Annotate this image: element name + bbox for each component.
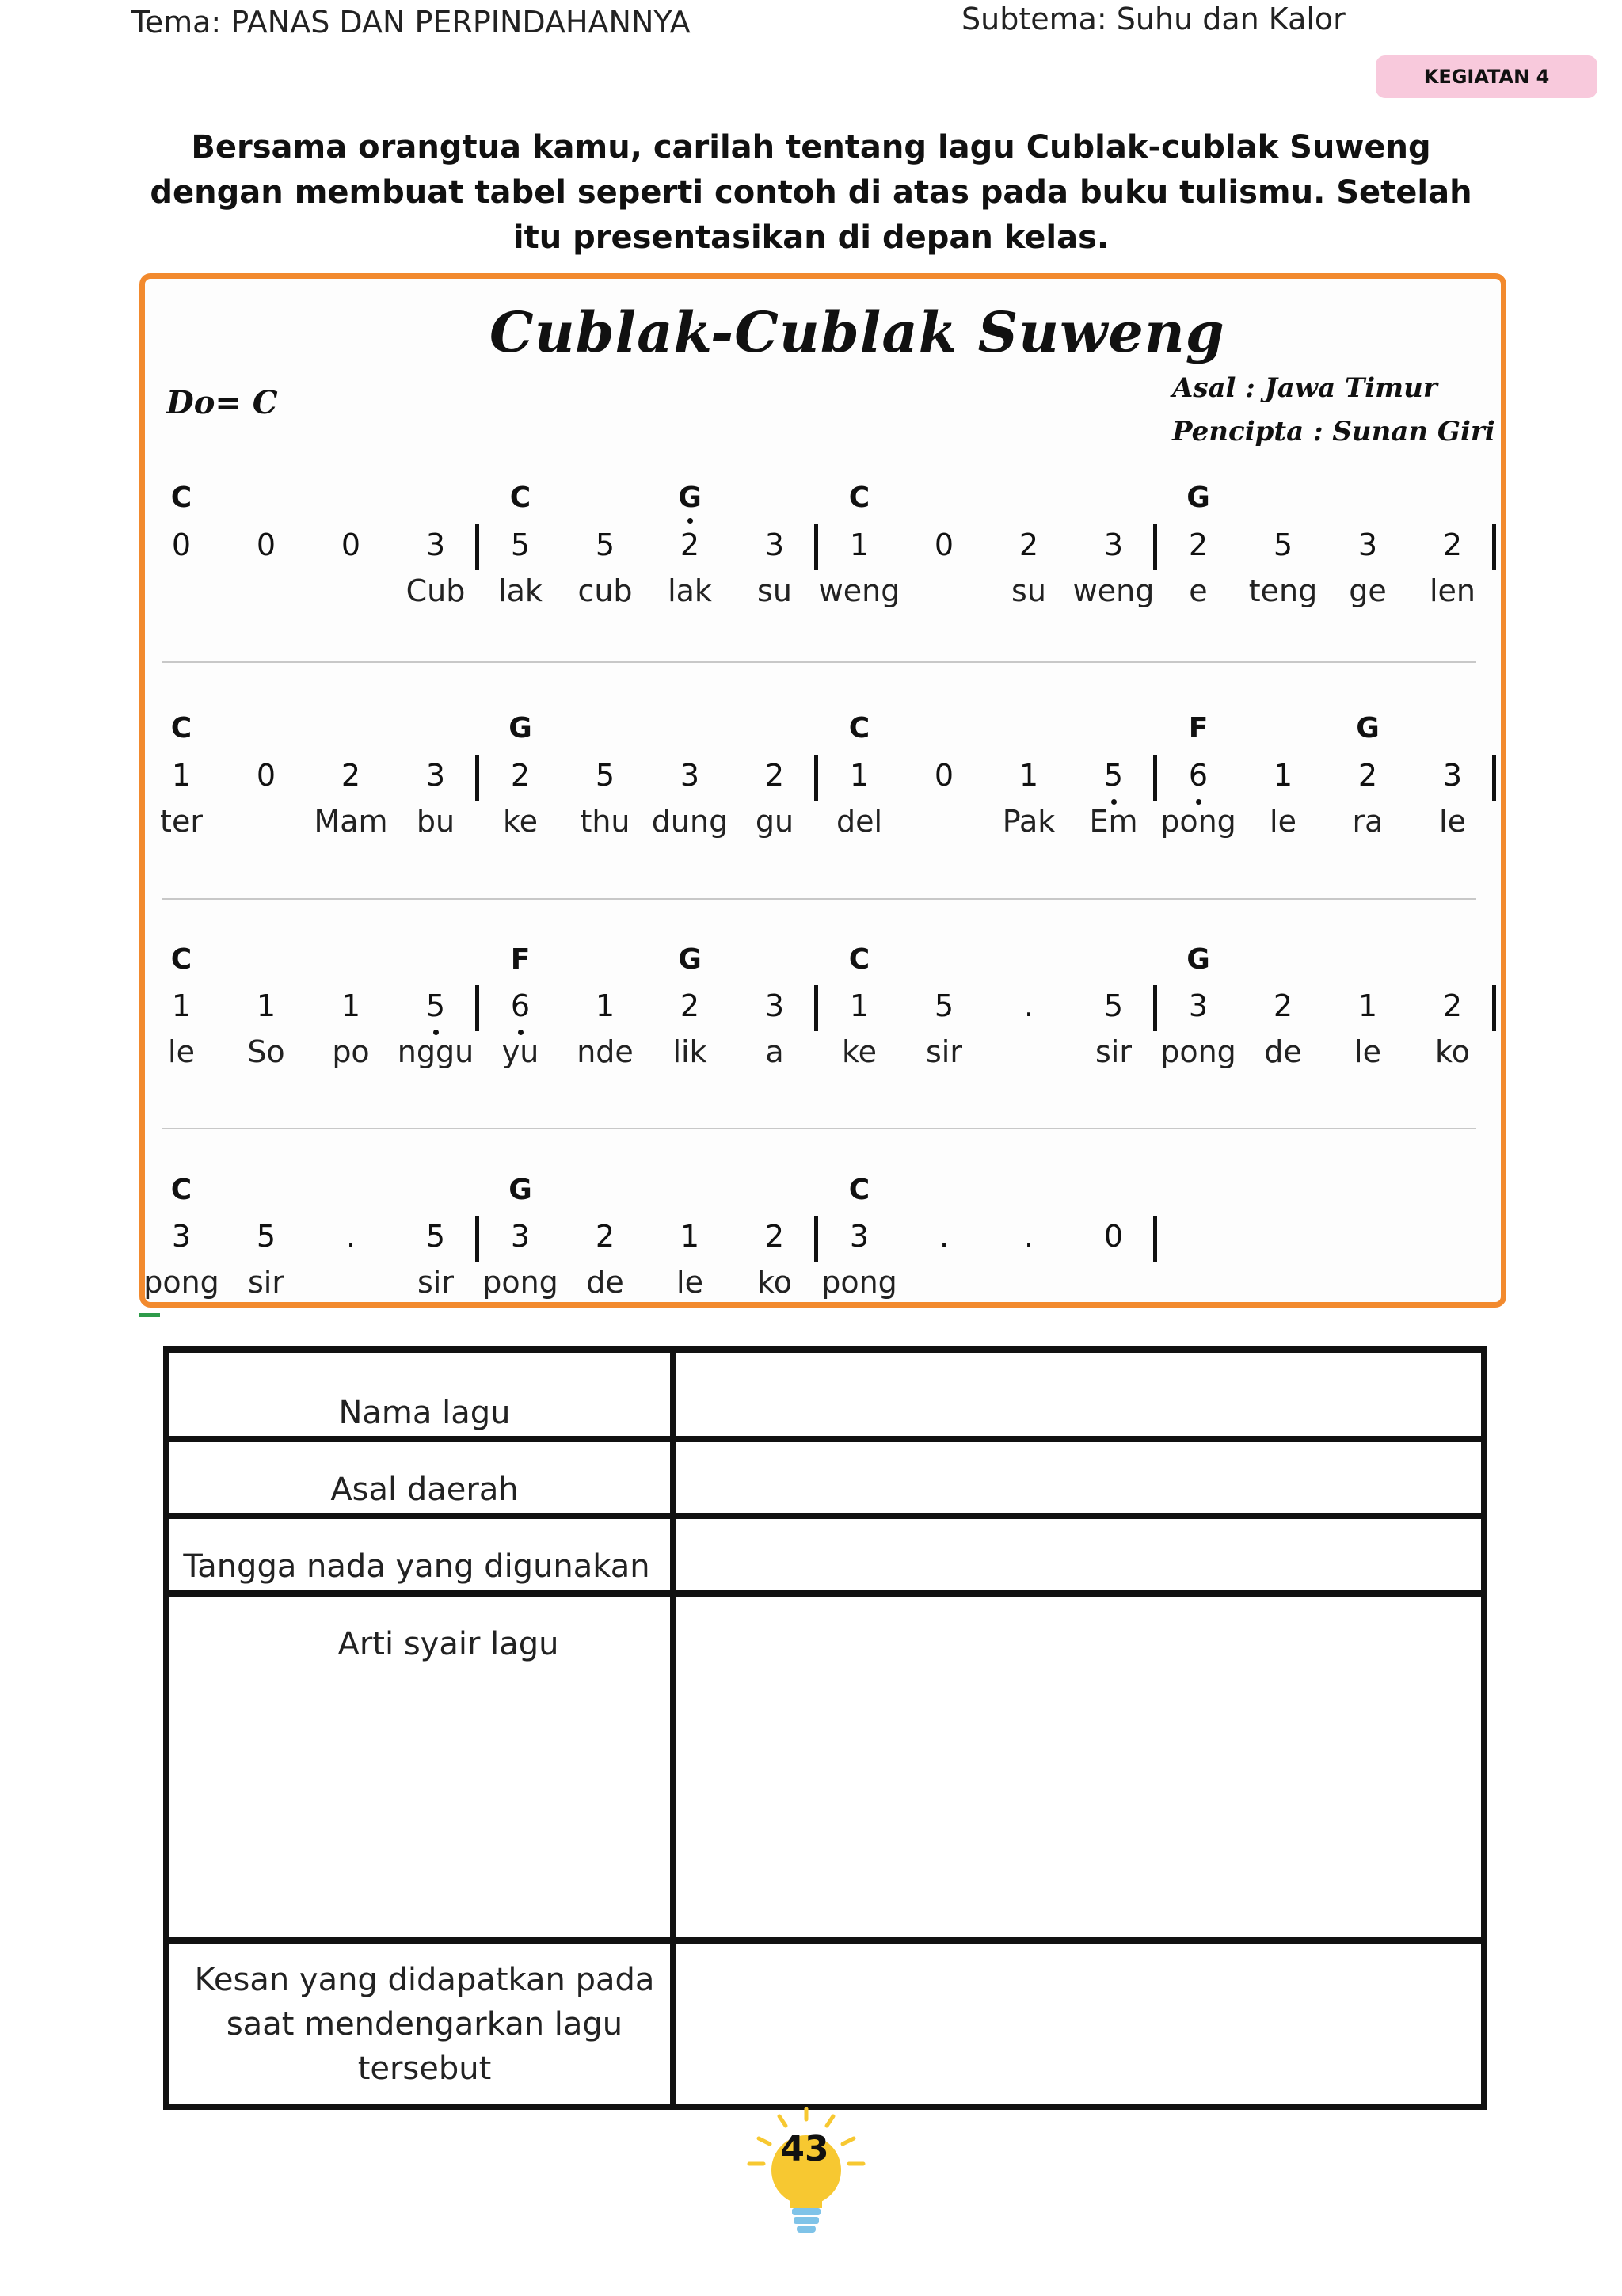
chord-symbol: C	[170, 1174, 192, 1206]
chord-symbol: F	[510, 943, 531, 976]
note-number: 5	[1103, 988, 1124, 1023]
note-number: 3	[764, 988, 785, 1023]
note-number: 2	[680, 527, 700, 562]
chord-symbol: C	[170, 712, 192, 744]
answer-field-arti-syair[interactable]	[686, 1600, 1478, 1925]
table-label-nama-lagu: Nama lagu	[338, 1395, 511, 1431]
lyric-syllable: ra	[1352, 804, 1384, 839]
lyric-syllable: ko	[757, 1265, 792, 1300]
lyric-syllable: lak	[668, 573, 712, 608]
chord-symbol: C	[848, 712, 870, 744]
note-number: 0	[171, 527, 192, 562]
note-number: .	[1023, 1219, 1034, 1254]
chord-symbol: C	[848, 943, 870, 976]
theme-label: Tema: PANAS DAN PERPINDAHANNYA	[131, 5, 691, 40]
bar-line	[475, 755, 479, 801]
instruction-line-1: Bersama orangtua kamu, carilah tentang lagu Cublak-cublak Suweng	[191, 129, 1431, 166]
note-number: 1	[171, 758, 192, 793]
lyric-syllable: gu	[755, 804, 794, 839]
lyric-syllable: bu	[416, 804, 455, 839]
song-origin: Asal : Jawa Timur	[1172, 372, 1437, 404]
bar-line	[475, 1216, 479, 1262]
lyric-syllable: Mam	[314, 804, 388, 839]
lyric-syllable: lak	[498, 573, 543, 608]
subtheme-label: Subtema: Suhu dan Kalor	[961, 2, 1346, 36]
note-number: 5	[595, 758, 615, 793]
lyric-syllable: ge	[1349, 573, 1387, 608]
lyric-syllable: pong	[1160, 804, 1236, 839]
lyric-syllable: pong	[482, 1265, 558, 1300]
lyric-syllable: ke	[502, 804, 539, 839]
lyric-syllable: Pak	[1002, 804, 1056, 839]
lyric-syllable: ke	[841, 1034, 878, 1069]
bar-line	[1153, 985, 1157, 1031]
chord-symbol: G	[1356, 712, 1380, 744]
chord-symbol: G	[678, 482, 702, 514]
answer-field-nama-lagu[interactable]	[686, 1366, 1478, 1422]
bar-line	[1153, 1216, 1157, 1262]
bar-line	[1492, 755, 1496, 801]
lyric-syllable: Cub	[406, 573, 466, 608]
note-number: 3	[849, 1219, 870, 1254]
lyric-syllable: cub	[577, 573, 633, 608]
chord-symbol: C	[170, 943, 192, 976]
note-number: 5	[425, 1219, 446, 1254]
note-number: 2	[1019, 527, 1039, 562]
bar-line	[814, 985, 818, 1031]
chord-symbol: G	[1186, 482, 1210, 514]
lyric-syllable: ko	[1435, 1034, 1470, 1069]
note-number: 3	[1188, 988, 1209, 1023]
instruction-line-2: dengan membuat tabel seperti contoh di atas pada buku tulismu. Setelah	[150, 174, 1472, 211]
note-number: 2	[764, 758, 785, 793]
note-number: 3	[1103, 527, 1124, 562]
lyric-syllable: sir	[248, 1265, 284, 1300]
chord-symbol: C	[509, 482, 531, 514]
chord-symbol: F	[1188, 712, 1209, 744]
note-number: 3	[1442, 758, 1463, 793]
note-number: 3	[510, 1219, 531, 1254]
chord-symbol: G	[1186, 943, 1210, 976]
answer-field-kesan[interactable]	[686, 1947, 1478, 2097]
answer-field-tangga-nada[interactable]	[686, 1522, 1478, 1578]
note-number: 1	[1273, 758, 1293, 793]
table-label-kesan-line-3: tersebut	[357, 2050, 492, 2087]
lyric-syllable: sir	[417, 1265, 454, 1300]
chord-symbol: C	[848, 1174, 870, 1206]
bar-line	[814, 524, 818, 570]
note-number: 1	[849, 988, 870, 1023]
note-number: 2	[1357, 758, 1378, 793]
lyric-syllable: pong	[821, 1265, 897, 1300]
chord-symbol: C	[848, 482, 870, 514]
bar-line	[1492, 985, 1496, 1031]
note-number: 1	[849, 758, 870, 793]
note-number: 2	[680, 988, 700, 1023]
chord-symbol: G	[508, 712, 532, 744]
lyric-syllable: weng	[1072, 573, 1155, 608]
lyric-syllable: e	[1189, 573, 1208, 608]
note-number: .	[1023, 988, 1034, 1023]
note-number: 5	[1273, 527, 1293, 562]
lyric-syllable: le	[676, 1265, 703, 1300]
answer-field-asal-daerah[interactable]	[686, 1445, 1478, 1501]
chord-symbol: G	[508, 1174, 532, 1206]
note-number: 2	[1188, 527, 1209, 562]
instruction-line-3: itu presentasikan di depan kelas.	[512, 219, 1110, 256]
activity-badge: KEGIATAN 4	[1376, 55, 1597, 98]
lyric-syllable: thu	[580, 804, 630, 839]
lyric-syllable: pong	[143, 1265, 219, 1300]
staff-separator	[162, 661, 1476, 663]
note-number: 5	[1103, 758, 1124, 793]
note-number: 5	[934, 988, 954, 1023]
lyric-syllable: su	[757, 573, 792, 608]
table-label-kesan	[171, 1958, 678, 2091]
lyric-syllable: le	[1439, 804, 1466, 839]
note-number: 1	[171, 988, 192, 1023]
note-number: 5	[425, 988, 446, 1023]
note-number: 0	[256, 527, 276, 562]
instruction-text	[127, 125, 1495, 261]
note-number: 0	[934, 527, 954, 562]
note-number: 3	[1357, 527, 1378, 562]
note-number: 3	[680, 758, 700, 793]
table-label-arti-syair: Arti syair lagu	[337, 1626, 559, 1662]
table-label-kesan-line-2: saat mendengarkan lagu	[226, 2006, 623, 2043]
lyric-syllable: a	[765, 1034, 784, 1069]
table-row-divider	[163, 1590, 1487, 1597]
lyric-syllable: le	[1354, 1034, 1381, 1069]
lyric-syllable: yu	[501, 1034, 539, 1069]
note-number: 2	[1442, 527, 1463, 562]
lyric-syllable: sir	[926, 1034, 962, 1069]
note-number: 2	[341, 758, 361, 793]
lyric-syllable: pong	[1160, 1034, 1236, 1069]
note-number: 3	[171, 1219, 192, 1254]
table-label-tangga-nada: Tangga nada yang digunakan	[183, 1548, 650, 1585]
lyric-syllable: sir	[1095, 1034, 1132, 1069]
chord-symbol: G	[678, 943, 702, 976]
lightbulb-icon	[743, 2107, 870, 2241]
lyric-syllable: del	[836, 804, 883, 839]
bar-line	[475, 524, 479, 570]
table-row-divider	[163, 1436, 1487, 1442]
note-number: 3	[764, 527, 785, 562]
song-title: Cublak-Cublak Suweng	[489, 299, 1225, 365]
staff-separator	[162, 898, 1476, 900]
lyric-syllable: ter	[160, 804, 203, 839]
note-number: 2	[510, 758, 531, 793]
staff-separator	[162, 1128, 1476, 1129]
table-label-asal-daerah: Asal daerah	[330, 1472, 519, 1508]
lyric-syllable: nggu	[397, 1034, 474, 1069]
note-number: .	[939, 1219, 950, 1254]
lyric-syllable: len	[1429, 573, 1476, 608]
lyric-syllable: Em	[1089, 804, 1138, 839]
table-label-kesan-line-1: Kesan yang didapatkan pada	[194, 1962, 655, 1998]
note-number: 2	[1442, 988, 1463, 1023]
song-key: Do= C	[166, 384, 278, 421]
lyric-syllable: dung	[651, 804, 729, 839]
note-number: 2	[595, 1219, 615, 1254]
note-number: 1	[341, 988, 361, 1023]
note-number: 2	[764, 1219, 785, 1254]
note-number: 2	[1273, 988, 1293, 1023]
green-mark	[139, 1313, 160, 1317]
lyric-syllable: So	[247, 1034, 285, 1069]
note-number: 1	[595, 988, 615, 1023]
note-number: 5	[510, 527, 531, 562]
note-number: 1	[1357, 988, 1378, 1023]
note-number: 1	[680, 1219, 700, 1254]
table-row-divider	[163, 1937, 1487, 1944]
note-number: 3	[425, 758, 446, 793]
lyric-syllable: lik	[672, 1034, 707, 1069]
lyric-syllable: nde	[577, 1034, 634, 1069]
bar-line	[814, 755, 818, 801]
note-number: 0	[934, 758, 954, 793]
note-number: 1	[256, 988, 276, 1023]
note-number: 6	[1188, 758, 1209, 793]
octave-dot-above	[687, 518, 693, 524]
bar-line	[1153, 524, 1157, 570]
bar-line	[1153, 755, 1157, 801]
lyric-syllable: po	[332, 1034, 370, 1069]
bar-line	[475, 985, 479, 1031]
note-number: 1	[1019, 758, 1039, 793]
lyric-syllable: weng	[818, 573, 900, 608]
note-number: 5	[256, 1219, 276, 1254]
song-composer: Pencipta : Sunan Giri	[1172, 416, 1495, 447]
note-number: 0	[1103, 1219, 1124, 1254]
lyric-syllable: su	[1011, 573, 1046, 608]
bar-line	[1492, 524, 1496, 570]
note-number: .	[345, 1219, 356, 1254]
lyric-syllable: de	[586, 1265, 624, 1300]
lyric-syllable: le	[168, 1034, 195, 1069]
note-number: 3	[425, 527, 446, 562]
note-number: 6	[510, 988, 531, 1023]
chord-symbol: C	[170, 482, 192, 514]
lyric-syllable: le	[1270, 804, 1296, 839]
note-number: 1	[849, 527, 870, 562]
note-number: 0	[341, 527, 361, 562]
lyric-syllable: de	[1264, 1034, 1302, 1069]
note-number: 0	[256, 758, 276, 793]
note-number: 5	[595, 527, 615, 562]
bar-line	[814, 1216, 818, 1262]
table-row-divider	[163, 1513, 1487, 1519]
page-number: 43	[780, 2129, 829, 2169]
lyric-syllable: teng	[1248, 573, 1318, 608]
